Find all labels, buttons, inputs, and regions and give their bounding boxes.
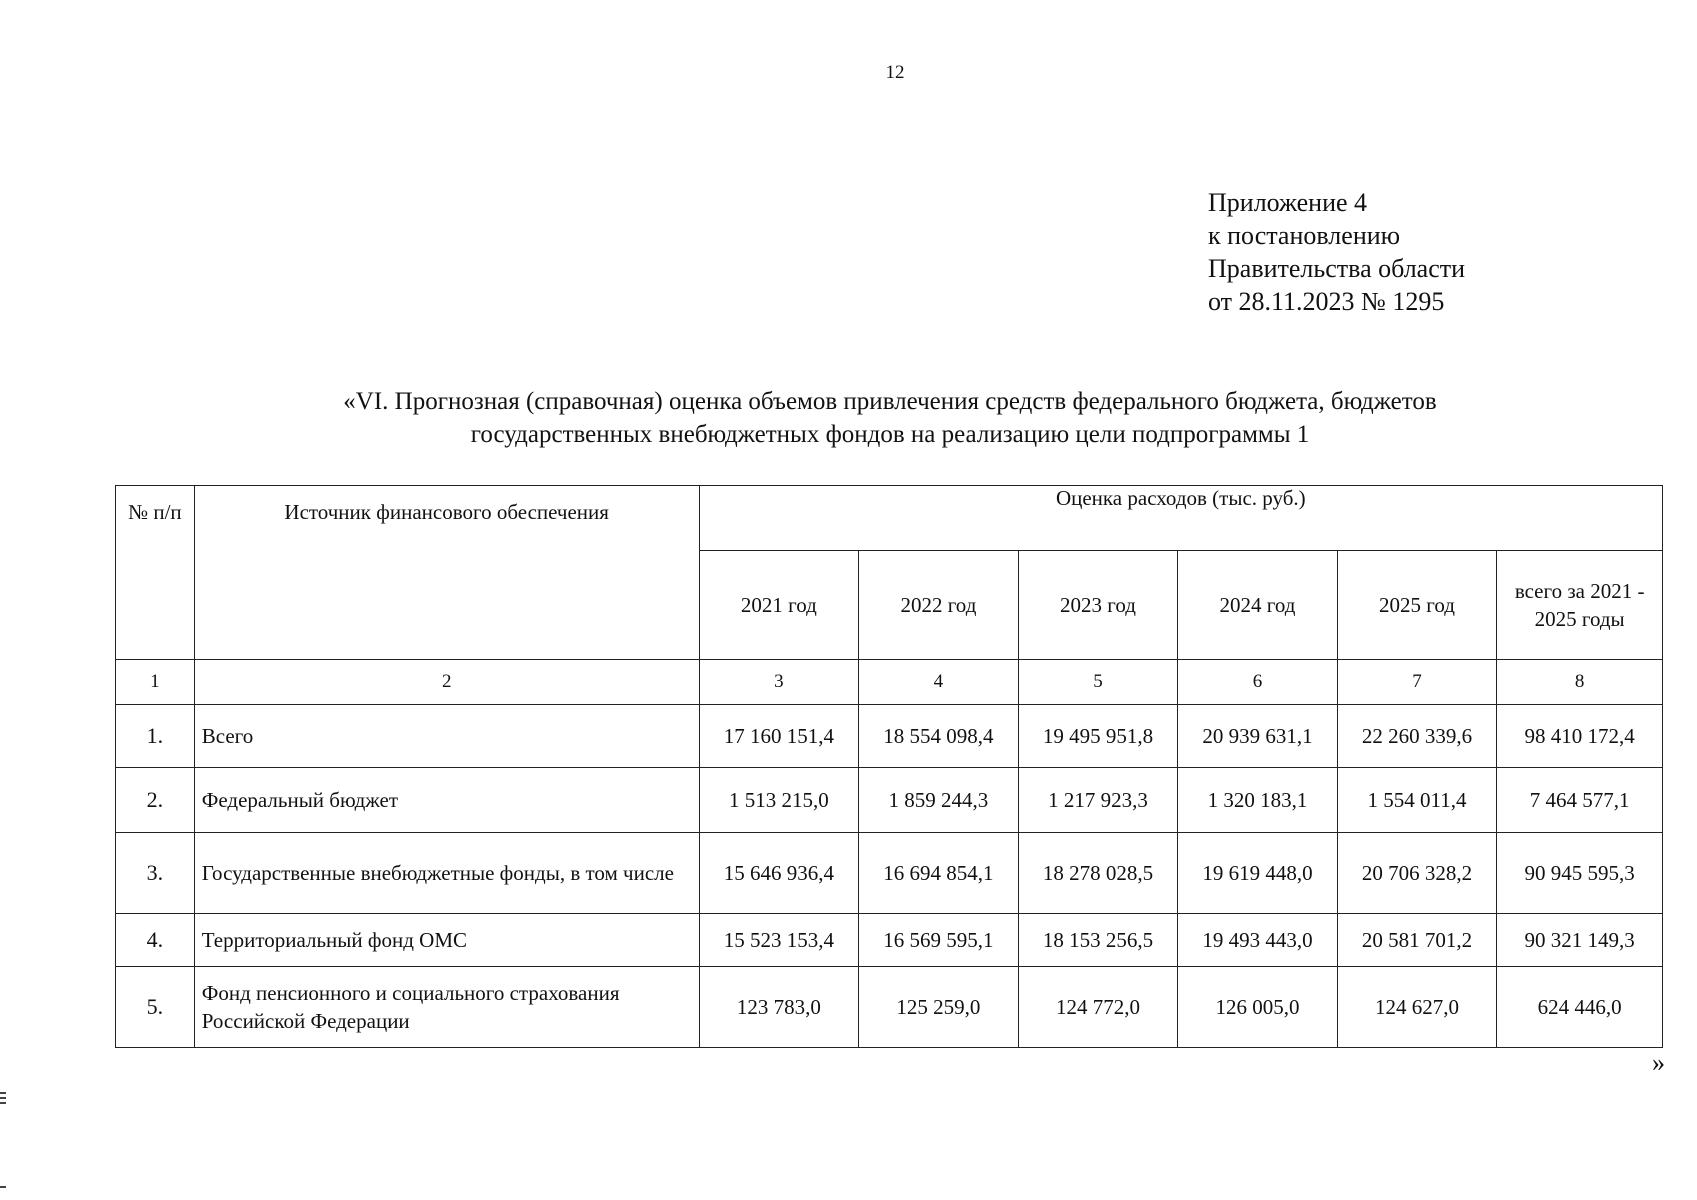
cell-value: 15 646 936,4: [699, 833, 859, 914]
column-index-row: [116, 660, 1663, 705]
column-index: 5: [1018, 660, 1178, 705]
budget-table: [115, 485, 1663, 1048]
cell-value: 16 569 595,1: [859, 914, 1019, 967]
cell-value: 20 581 701,2: [1337, 914, 1497, 967]
margin-mark: [0, 1092, 6, 1094]
cell-value: 123 783,0: [699, 967, 859, 1048]
section-title-line-2: государственных внебюджетных фондов на реализацию цели подпрограммы 1: [470, 421, 1310, 448]
header-total: всего за 2021 - 2025 годы: [1497, 551, 1663, 660]
cell-value: 18 554 098,4: [859, 705, 1019, 768]
margin-mark: [0, 1097, 6, 1099]
cell-value: 19 619 448,0: [1178, 833, 1338, 914]
table-row: [116, 914, 1663, 967]
column-index: 3: [699, 660, 859, 705]
appendix-block: [1208, 186, 1465, 318]
row-number: 5.: [116, 967, 195, 1048]
page-number: 12: [885, 62, 905, 83]
header-year: 2023 год: [1018, 551, 1178, 660]
cell-value: 1 513 215,0: [699, 768, 859, 833]
row-number: 1.: [116, 705, 195, 768]
header-year: 2021 год: [699, 551, 859, 660]
row-number: 3.: [116, 833, 195, 914]
cell-value: 19 495 951,8: [1018, 705, 1178, 768]
column-index: 8: [1497, 660, 1663, 705]
column-index: 6: [1178, 660, 1338, 705]
column-index: 7: [1337, 660, 1497, 705]
cell-total: 90 321 149,3: [1497, 914, 1663, 967]
column-index: 4: [859, 660, 1019, 705]
cell-value: 1 859 244,3: [859, 768, 1019, 833]
header-num: № п/п: [116, 486, 195, 660]
table-row: [116, 833, 1663, 914]
appendix-line-3: Правительства области: [1208, 254, 1466, 283]
margin-mark: [0, 1186, 6, 1188]
closing-quote: »: [1652, 1048, 1665, 1077]
row-source: Фонд пенсионного и социального страхования Российской Федерации: [194, 967, 699, 1048]
cell-total: 90 945 595,3: [1497, 833, 1663, 914]
table-row: [116, 768, 1663, 833]
column-index: 1: [116, 660, 195, 705]
cell-value: 20 939 631,1: [1178, 705, 1338, 768]
cell-total: 98 410 172,4: [1497, 705, 1663, 768]
row-source: Всего: [194, 705, 699, 768]
cell-value: 17 160 151,4: [699, 705, 859, 768]
section-title: [150, 385, 1630, 451]
cell-value: 125 259,0: [859, 967, 1019, 1048]
header-year: 2022 год: [859, 551, 1019, 660]
cell-value: 124 772,0: [1018, 967, 1178, 1048]
row-source: Федеральный бюджет: [194, 768, 699, 833]
row-source: Территориальный фонд ОМС: [194, 914, 699, 967]
cell-total: 624 446,0: [1497, 967, 1663, 1048]
cell-value: 126 005,0: [1178, 967, 1338, 1048]
margin-mark: [0, 1102, 6, 1104]
cell-value: 16 694 854,1: [859, 833, 1019, 914]
table-header-row: [116, 486, 1663, 551]
appendix-line-2: к постановлению: [1208, 221, 1401, 250]
cell-value: 20 706 328,2: [1337, 833, 1497, 914]
cell-value: 18 278 028,5: [1018, 833, 1178, 914]
header-year: 2025 год: [1337, 551, 1497, 660]
appendix-line-1: Приложение 4: [1208, 188, 1368, 217]
cell-value: 1 554 011,4: [1337, 768, 1497, 833]
table-row: [116, 705, 1663, 768]
cell-value: 15 523 153,4: [699, 914, 859, 967]
cell-value: 124 627,0: [1337, 967, 1497, 1048]
row-source: Государственные внебюджетные фонды, в том числе: [194, 833, 699, 914]
header-source: Источник финансового обеспечения: [194, 486, 699, 660]
table-row: [116, 967, 1663, 1048]
appendix-line-4: от 28.11.2023 № 1295: [1208, 287, 1445, 316]
cell-value: 22 260 339,6: [1337, 705, 1497, 768]
cell-value: 19 493 443,0: [1178, 914, 1338, 967]
row-number: 4.: [116, 914, 195, 967]
column-index: 2: [194, 660, 699, 705]
cell-total: 7 464 577,1: [1497, 768, 1663, 833]
cell-value: 1 217 923,3: [1018, 768, 1178, 833]
row-number: 2.: [116, 768, 195, 833]
cell-value: 18 153 256,5: [1018, 914, 1178, 967]
header-estimate: Оценка расходов (тыс. руб.): [699, 486, 1662, 551]
header-year: 2024 год: [1178, 551, 1338, 660]
section-title-line-1: «VI. Прогнозная (справочная) оценка объемов привлечения средств федерального бюджета, бюджетов: [343, 388, 1437, 415]
cell-value: 1 320 183,1: [1178, 768, 1338, 833]
